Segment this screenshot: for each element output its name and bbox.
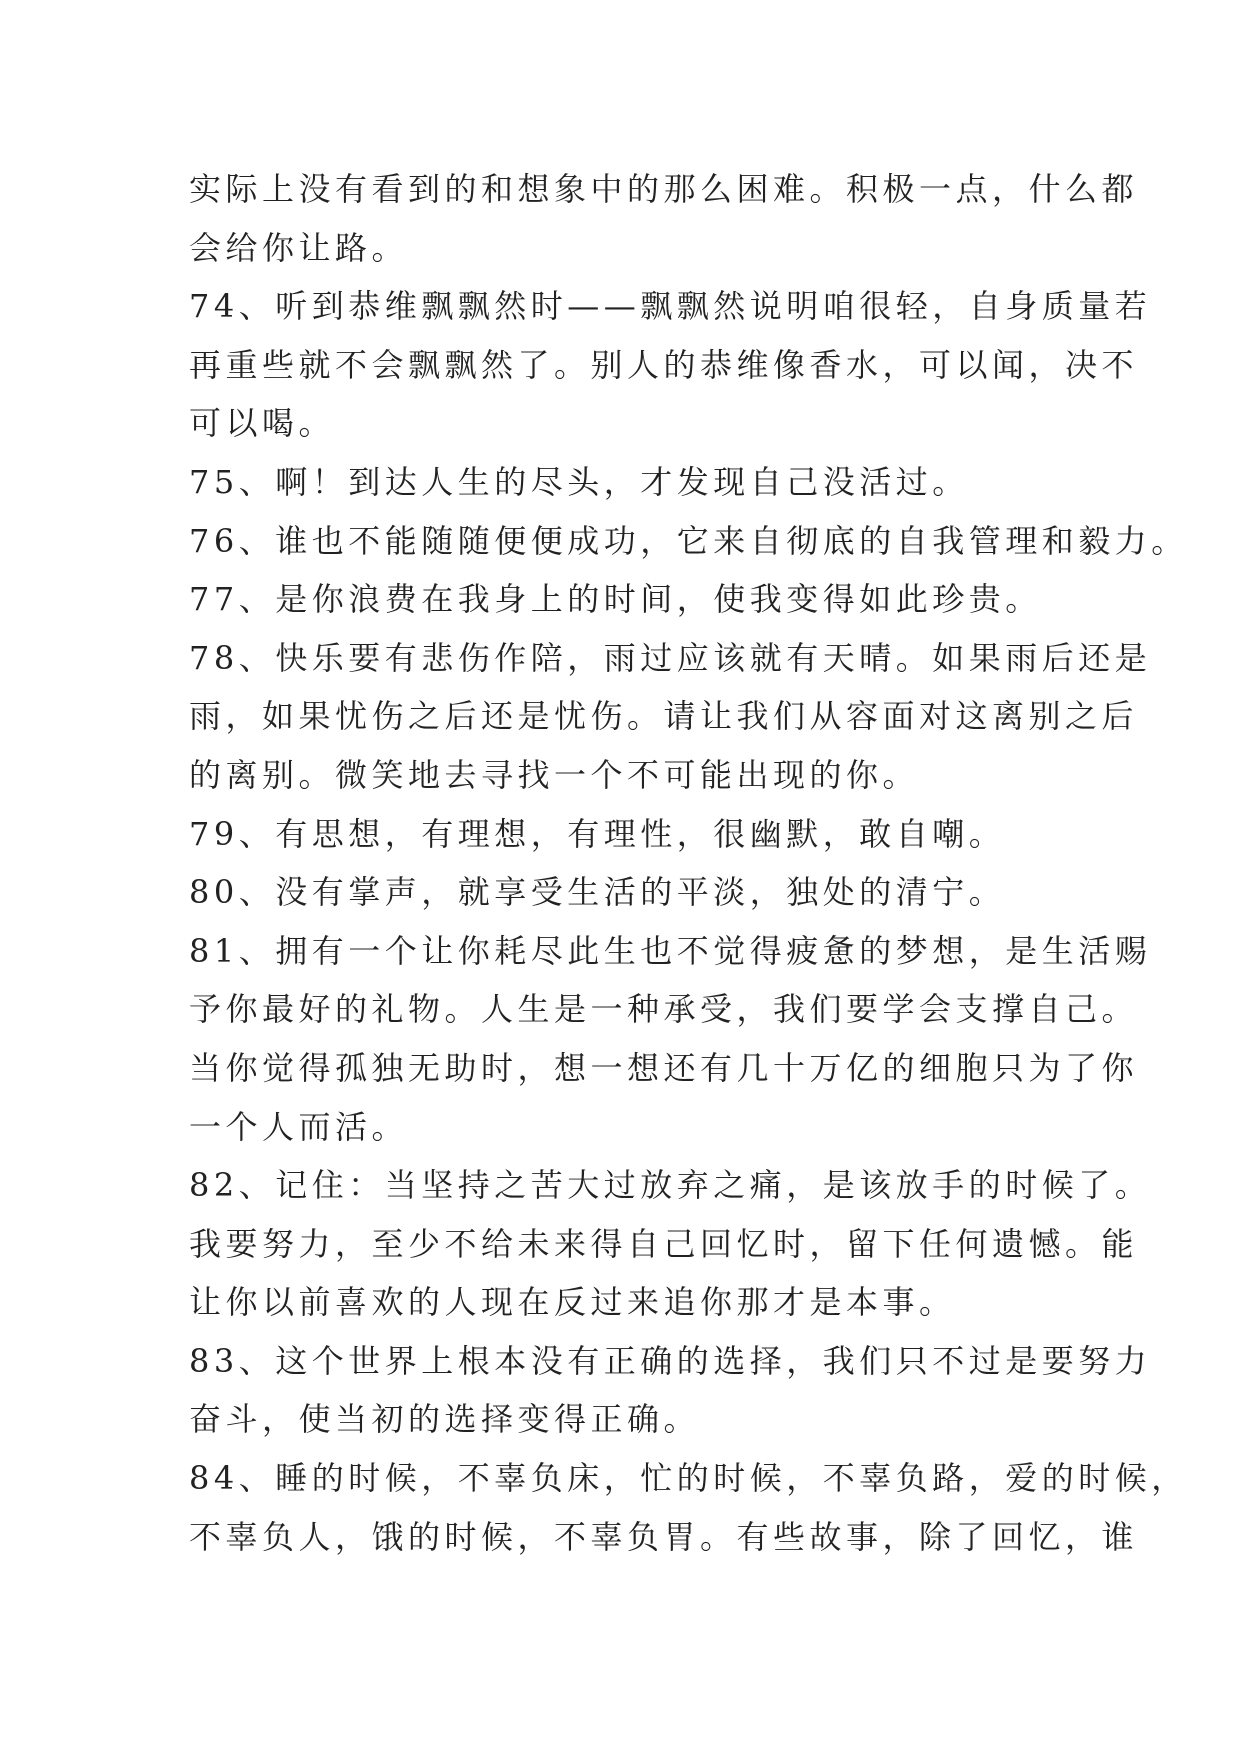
text-line: 84、睡的时候，不辜负床，忙的时候，不辜负路，爱的时候， xyxy=(189,1459,1188,1498)
text-line: 再重些就不会飘飘然了。别人的恭维像香水，可以闻，决不 xyxy=(189,345,1139,384)
text-line: 76、谁也不能随随便便成功，它来自彻底的自我管理和毅力。 xyxy=(189,521,1188,560)
document-body xyxy=(189,160,1188,1566)
text-line: 75、啊！到达人生的尽头，才发现自己没活过。 xyxy=(189,462,969,501)
text-line: 会给你让路。 xyxy=(189,228,409,267)
text-line: 78、快乐要有悲伤作陪，雨过应该就有天晴。如果雨后还是 xyxy=(189,638,1152,677)
text-line: 80、没有掌声，就享受生活的平淡，独处的清宁。 xyxy=(189,873,1006,912)
text-line: 83、这个世界上根本没有正确的选择，我们只不过是要努力 xyxy=(189,1341,1152,1380)
text-line: 实际上没有看到的和想象中的那么困难。积极一点，什么都 xyxy=(189,170,1139,208)
text-line: 雨，如果忧伤之后还是忧伤。请让我们从容面对这离别之后 xyxy=(189,697,1139,736)
text-line: 可以喝。 xyxy=(189,404,336,443)
text-line: 81、拥有一个让你耗尽此生也不觉得疲惫的梦想，是生活赐 xyxy=(189,931,1152,970)
text-line: 奋斗，使当初的选择变得正确。 xyxy=(189,1400,701,1439)
text-line: 予你最好的礼物。人生是一种承受，我们要学会支撑自己。 xyxy=(189,990,1139,1029)
text-line: 当你觉得孤独无助时，想一想还有几十万亿的细胞只为了你 xyxy=(189,1048,1139,1087)
text-line: 77、是你浪费在我身上的时间，使我变得如此珍贵。 xyxy=(189,580,1042,619)
text-line: 一个人而活。 xyxy=(189,1107,409,1146)
text-line: 让你以前喜欢的人现在反过来追你那才是本事。 xyxy=(189,1283,956,1322)
text-line: 的离别。微笑地去寻找一个不可能出现的你。 xyxy=(189,755,920,794)
text-line: 82、记住：当坚持之苦大过放弃之痛，是该放手的时候了。 xyxy=(189,1166,1152,1205)
text-line: 不辜负人，饿的时候，不辜负胃。有些故事，除了回忆，谁 xyxy=(189,1517,1139,1556)
text-line: 79、有思想，有理想，有理性，很幽默，敢自嘲。 xyxy=(189,814,1006,853)
text-line: 74、听到恭维飘飘然时——飘飘然说明咱很轻，自身质量若 xyxy=(189,287,1152,326)
text-line: 我要努力，至少不给未来得自己回忆时，留下任何遗憾。能 xyxy=(189,1224,1139,1263)
